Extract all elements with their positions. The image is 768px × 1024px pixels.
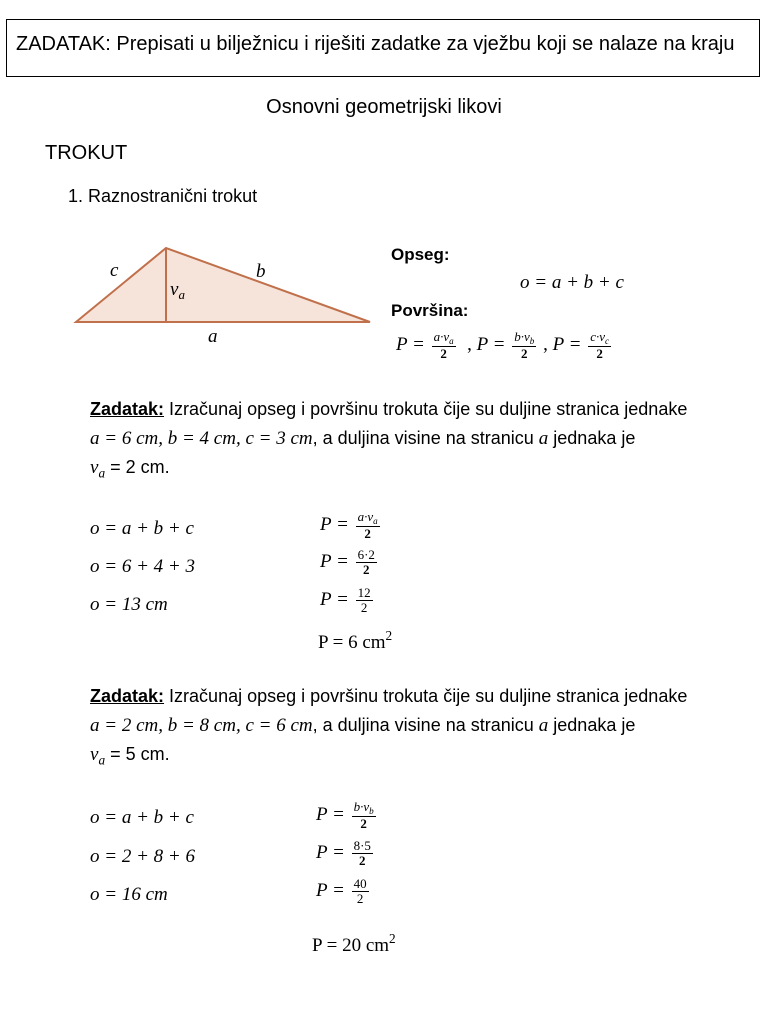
- side-b-label: b: [256, 261, 266, 282]
- task2-line2: a = 2 cm, b = 8 cm, c = 6 cm, a duljina visine na stranicu a jednaka je: [90, 715, 636, 736]
- task1-area-result: P = 6 $cm^2$: [318, 628, 393, 653]
- perimeter-formula: o = a + b + c: [520, 272, 624, 293]
- area-formulas: P = $\frac{a\cdot v_a}{2}$ , P = $\frac{b\cdot v_b}{2}$ , P = $\frac{c\cdot v_c}{2}$: [396, 329, 610, 362]
- perimeter-label: Opseg:: [391, 245, 450, 264]
- task1-area-step2: P = $\frac{6\cdot 2}{2}$: [320, 547, 375, 578]
- document-title: Osnovni geometrijski likovi: [266, 96, 502, 118]
- triangle-figure: [70, 240, 380, 350]
- task2-area-result: P = 20 $cm^2$: [312, 931, 396, 956]
- task2-perimeter-result: o = 16 cm: [90, 884, 168, 905]
- task1-line2: a = 6 cm, b = 4 cm, c = 3 cm, a duljina visine na stranicu a jednaka je: [90, 428, 636, 449]
- task1-line1: Zadatak: Izračunaj opseg i površinu trokuta čije su duljine stranica jednake: [90, 399, 688, 419]
- task1-perimeter-result: o = 13 cm: [90, 594, 168, 615]
- task2-area-step2: P = $\frac{8\cdot 5}{2}$: [316, 838, 371, 869]
- task2-area-step3: P = $\frac{40}{2}$: [316, 876, 367, 907]
- section-title: TROKUT: [45, 142, 128, 164]
- list-item-scalene-triangle: 1. Raznostranični trokut: [68, 186, 258, 206]
- height-va-label: $v_a$: [170, 279, 185, 302]
- assignment-box: [6, 19, 760, 77]
- task2-line3: $v_a = 5$ cm.: [90, 744, 170, 768]
- task2-perimeter-step1: o = a + b + c: [90, 807, 194, 828]
- area-fraction-b: $\frac{b\cdot v_b}{2}$: [514, 329, 535, 362]
- task1-area-step1: P = $\frac{a\cdot v_a}{2}$: [320, 509, 378, 542]
- assignment-text: ZADATAK: Prepisati u bilježnicu i riješiti zadatke za vježbu koji se nalaze na kraju: [16, 33, 735, 55]
- triangle-shape: [76, 248, 370, 322]
- task1-area-step3: P = $\frac{12}{2}$: [320, 585, 371, 616]
- task1-perimeter-step1: o = a + b + c: [90, 518, 194, 539]
- area-label: Površina:: [391, 301, 469, 320]
- task2-label: Zadatak:: [90, 686, 165, 706]
- task2-line1: Zadatak: Izračunaj opseg i površinu trokuta čije su duljine stranica jednake: [90, 686, 688, 706]
- task2-area-step1: P = $\frac{b\cdot v_b}{2}$: [316, 799, 374, 832]
- task1-perimeter-step2: o = 6 + 4 + 3: [90, 556, 195, 577]
- task2-perimeter-step2: o = 2 + 8 + 6: [90, 846, 195, 867]
- task1-label: Zadatak:: [90, 399, 165, 419]
- task1-line3: $v_a = 2$ cm.: [90, 457, 170, 481]
- area-fraction-c: $\frac{c\cdot v_c}{2}$: [590, 329, 610, 362]
- area-fraction-a: $\frac{a\cdot v_a}{2}$: [433, 329, 454, 362]
- side-a-label: a: [208, 326, 218, 347]
- side-c-label: c: [110, 260, 119, 281]
